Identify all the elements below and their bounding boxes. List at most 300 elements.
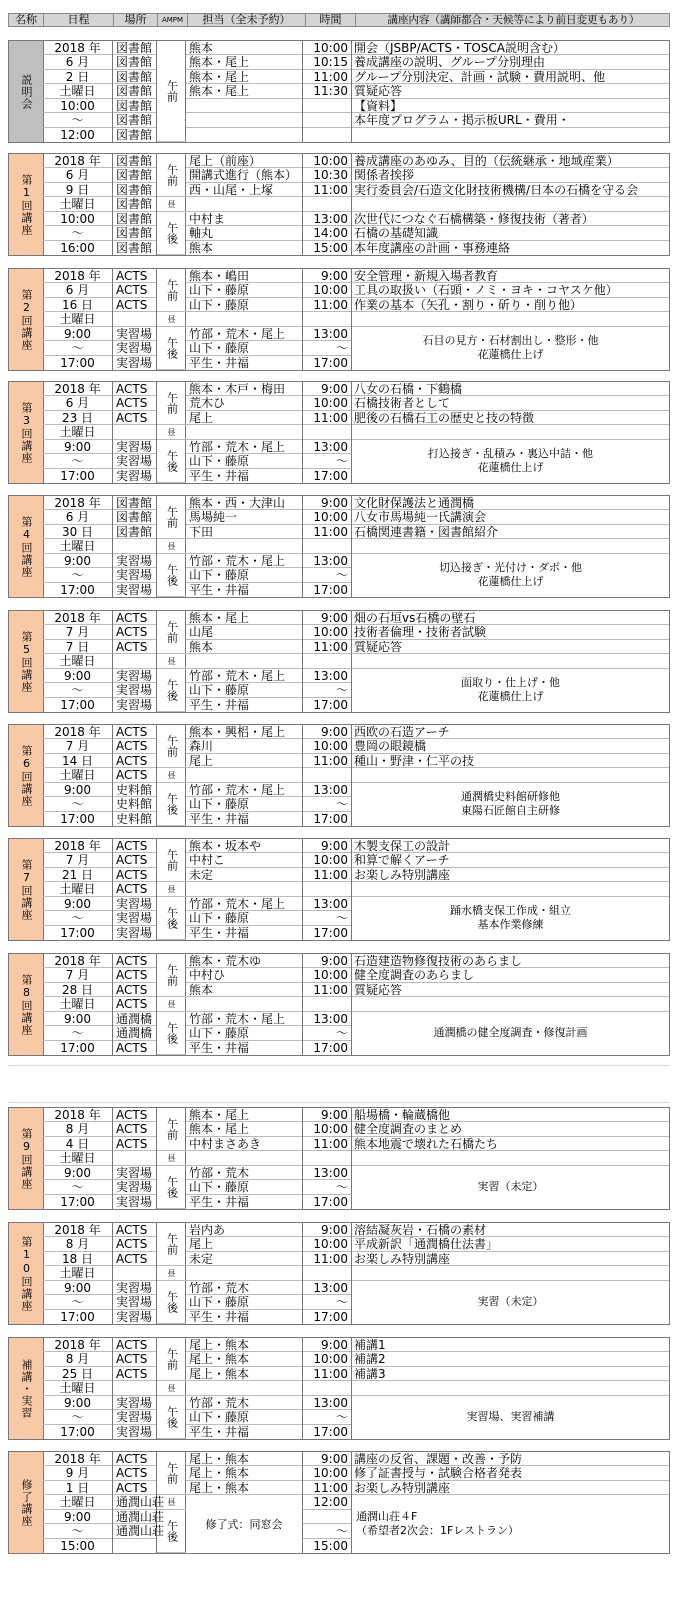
session-name-label: 第9回講座	[20, 1127, 33, 1190]
dates-cell: 9:00	[43, 327, 112, 341]
column-tant	[186, 839, 303, 940]
times-cell: 9:00	[303, 1223, 351, 1237]
tanto-cell: 竹部・荒木・尾上	[186, 327, 302, 341]
session-name-label: 第8回講座	[20, 973, 33, 1036]
times-cell: 10:15	[303, 55, 351, 69]
column-place	[113, 839, 157, 940]
places-cell: 実習場	[113, 341, 156, 355]
contents-cell: 石橋技術者として	[352, 396, 669, 410]
dates-cell: 9 月	[43, 1466, 112, 1480]
dates-cell: 9:00	[43, 1510, 112, 1524]
tanto-cell: 山下・藤原	[186, 1180, 302, 1194]
column-tant	[186, 1108, 303, 1209]
merged-line: 東陽石匠館自主研修	[461, 804, 560, 818]
column-ampm	[157, 1108, 186, 1209]
merged-line: 打込接ぎ・乱積み・裏込中詰・他	[428, 447, 593, 461]
column-time	[303, 1338, 352, 1439]
tanto-cell: 中村ま	[186, 212, 302, 226]
contents-cell: 【資料】	[352, 99, 669, 113]
tanto-cell: 尾上	[186, 411, 302, 425]
dates-cell: 17:00	[60, 355, 95, 370]
times-cell: 11:00	[303, 70, 351, 84]
places-cell: ACTS	[113, 954, 156, 968]
session-name	[9, 954, 44, 1055]
merged-line: 花蓮橋仕上げ	[477, 575, 544, 589]
tanto-cell: 竹部・荒木・尾上	[186, 440, 302, 454]
contents-cell: 石造建造物修復技術のあらまし	[352, 954, 669, 968]
column-time	[303, 1108, 352, 1209]
contents-cell: 種山・野津・仁平の技	[352, 754, 669, 768]
contents-cell: 技術者倫理・技術者試験	[352, 625, 669, 639]
times-cell: 9:00	[303, 954, 351, 968]
places-cell: 図書館	[116, 127, 153, 142]
dates-cell: 17:00	[60, 811, 95, 826]
session-name	[9, 154, 44, 255]
times-cell: 11:00	[303, 1137, 351, 1151]
times-cell	[303, 99, 351, 113]
tanto-cell: 熊本	[186, 983, 302, 997]
tanto-cell: 熊本・嶋田	[186, 269, 302, 283]
dates-cell: 8 月	[43, 1122, 112, 1136]
session-name-label: 第4回講座	[20, 515, 33, 578]
ampm-cell	[157, 839, 186, 882]
places-cell: ACTS	[113, 868, 156, 882]
column-time	[303, 269, 352, 370]
merged-content	[352, 669, 669, 712]
ampm-cell	[157, 154, 186, 197]
dates-cell: 9:00	[43, 1281, 112, 1295]
times-cell: 11:00	[303, 1252, 351, 1266]
times-cell: 11:00	[303, 411, 351, 425]
dates-cell: 土曜日	[43, 654, 112, 668]
places-cell: ACTS	[113, 1108, 156, 1122]
header-date: 日程	[44, 14, 114, 26]
merged-line: 通潤山荘４F	[356, 1510, 418, 1524]
session-name-label: 第10回講座	[20, 1235, 33, 1312]
column-cont	[352, 269, 669, 370]
places-cell: 実習場	[113, 897, 156, 911]
ampm-cell	[157, 1510, 186, 1553]
dates-cell: 6 月	[43, 510, 112, 524]
merged-line: 石目の見方・石材割出し・整形・他	[422, 334, 599, 348]
dates-cell: 7 日	[43, 640, 112, 654]
column-place	[113, 1452, 165, 1553]
tanto-cell: 岩内あ	[186, 1223, 302, 1237]
dates-cell: 14 日	[43, 754, 112, 768]
ampm-cell	[157, 669, 186, 712]
dates-cell: 9:00	[43, 783, 112, 797]
contents-cell: 西欧の石造アーチ	[352, 725, 669, 739]
merged-content	[352, 1012, 669, 1055]
places-cell: 実習場	[113, 1180, 156, 1194]
times-cell	[303, 128, 351, 142]
session-name	[9, 1108, 44, 1209]
dates-cell: 7 月	[43, 968, 112, 982]
times-cell: 13:00	[303, 212, 351, 226]
tanto-cell: 熊本・尾上	[186, 84, 302, 98]
places-cell	[113, 1381, 156, 1395]
column-time	[303, 1452, 352, 1553]
column-date	[43, 1452, 113, 1553]
session-block	[8, 610, 670, 713]
column-ampm	[157, 1452, 186, 1553]
tanto-cell: 中村まさあき	[186, 1137, 302, 1151]
tanto-cell: 熊本	[186, 640, 302, 654]
places-cell: 図書館	[113, 168, 156, 182]
places-cell: 実習場	[113, 568, 156, 582]
ampm-cell	[157, 212, 186, 255]
column-cont	[352, 1108, 669, 1209]
places-cell: ACTS	[113, 298, 156, 312]
places-cell: ACTS	[113, 625, 156, 639]
noon-cell	[157, 882, 186, 896]
ampm-label: 午後	[165, 1519, 179, 1542]
dates-cell: 土曜日	[43, 425, 112, 439]
tanto-cell: 熊本・荒木ゆ	[186, 954, 302, 968]
session-name	[9, 41, 44, 142]
places-cell: 図書館	[113, 41, 156, 55]
contents-cell: お楽しみ特別講座	[352, 868, 669, 882]
tanto-cell	[186, 1151, 302, 1165]
times-cell: 17:00	[313, 1424, 348, 1439]
dates-cell: 9:00	[43, 669, 112, 683]
ampm-cell	[157, 269, 186, 312]
tanto-cell: 未定	[186, 868, 302, 882]
noon-cell	[157, 1381, 186, 1395]
column-tant	[186, 1338, 303, 1439]
places-cell: ACTS	[113, 997, 156, 1011]
contents-cell: 安全管理・新規入場者教育	[352, 269, 669, 283]
ampm-cell	[157, 1338, 186, 1381]
times-cell: 10:00	[303, 968, 351, 982]
ampm-cell	[157, 382, 186, 425]
tanto-cell: 竹部・荒木	[186, 1396, 302, 1410]
times-cell: ～	[303, 1180, 351, 1194]
ampm-label: 昼	[167, 1268, 176, 1277]
tanto-cell: 中村こ	[186, 853, 302, 867]
dates-cell: 2018 年	[43, 1338, 112, 1352]
times-cell: 9:00	[303, 496, 351, 510]
merged-content	[352, 327, 669, 370]
column-cont	[352, 154, 669, 255]
ampm-cell	[157, 897, 186, 940]
dates-cell: 2018 年	[43, 1223, 112, 1237]
column-cont	[352, 839, 669, 940]
ampm-label: 午後	[165, 221, 179, 244]
dates-cell: 6 月	[43, 55, 112, 69]
column-ampm	[157, 41, 186, 142]
places-cell: 実習場	[116, 582, 153, 597]
dates-cell: 17:00	[60, 582, 95, 597]
header-content: 講座内容（講師都合・天候等により前日変更もあり）	[387, 14, 640, 26]
times-cell: 10:00	[303, 41, 351, 55]
tanto-cell: 尾上・熊本	[186, 1466, 302, 1480]
contents-cell: 養成講座の説明、グループ分別理由	[352, 55, 669, 69]
places-cell: 実習場	[113, 327, 156, 341]
times-cell: 13:00	[303, 440, 351, 454]
contents-cell: 健全度調査のまとめ	[352, 1122, 669, 1136]
dates-cell: ～	[43, 1180, 112, 1194]
ampm-label: 午後	[165, 1290, 179, 1313]
tanto-cell: 山下・藤原	[186, 1026, 302, 1040]
column-date	[43, 611, 113, 712]
session-name	[9, 269, 44, 370]
dates-cell: 16:00	[60, 240, 95, 255]
places-cell: 図書館	[113, 197, 156, 211]
places-cell	[113, 654, 156, 668]
times-cell: 9:00	[303, 725, 351, 739]
places-cell: 実習場	[113, 683, 156, 697]
tanto-cell: 山尾	[186, 625, 302, 639]
column-place	[113, 382, 157, 483]
merged-content	[352, 440, 669, 483]
session-name	[9, 725, 44, 826]
places-cell: 実習場	[113, 1281, 156, 1295]
contents-cell: 和算で解くアーチ	[352, 853, 669, 867]
places-cell: 図書館	[113, 212, 156, 226]
session-block	[8, 153, 670, 256]
tanto-cell: 尾上	[186, 1237, 302, 1251]
contents-cell	[352, 128, 669, 142]
contents-cell	[352, 312, 669, 326]
times-cell: 11:00	[303, 868, 351, 882]
tanto-cell: 西・山尾・上塚	[186, 183, 302, 197]
dates-cell: 土曜日	[43, 997, 112, 1011]
times-cell	[303, 1510, 351, 1524]
tanto-cell: 尾上・熊本	[186, 1338, 302, 1352]
times-cell: 10:00	[303, 154, 351, 168]
places-cell: 実習場	[116, 1309, 153, 1324]
times-cell: 10:00	[303, 396, 351, 410]
contents-cell: 石橋の基礎知識	[352, 226, 669, 240]
places-cell: ACTS	[113, 1352, 156, 1366]
places-cell: ACTS	[113, 1122, 156, 1136]
column-ampm	[157, 1223, 186, 1324]
dates-cell: 2018 年	[43, 269, 112, 283]
dates-cell: 2018 年	[43, 1108, 112, 1122]
column-cont	[352, 1338, 669, 1439]
times-cell: 11:00	[303, 525, 351, 539]
places-cell: ACTS	[113, 725, 156, 739]
places-cell: 実習場	[116, 1424, 153, 1439]
places-cell: ACTS	[113, 1338, 156, 1352]
tanto-cell	[186, 882, 302, 896]
places-cell: 通潤山荘	[113, 1495, 156, 1509]
tanto-cell: 熊本	[186, 41, 302, 55]
tanto-cell: 山下・藤原	[186, 341, 302, 355]
column-tant	[186, 496, 303, 597]
dates-cell: 土曜日	[43, 768, 112, 782]
times-cell: 9:00	[303, 269, 351, 283]
ampm-label: 午後	[165, 792, 179, 815]
places-cell: ACTS	[113, 754, 156, 768]
table-header	[8, 13, 670, 27]
dates-cell: ～	[43, 1410, 112, 1424]
noon-cell	[157, 312, 186, 326]
ampm-label: 昼	[167, 1383, 176, 1392]
places-cell: ACTS	[113, 1452, 156, 1466]
merged-line: 花蓮橋仕上げ	[477, 348, 544, 362]
dates-cell: 2018 年	[43, 839, 112, 853]
times-cell: 13:00	[303, 783, 351, 797]
ampm-label: 昼	[167, 770, 176, 779]
dates-cell: 18 日	[43, 1252, 112, 1266]
dates-cell: ～	[43, 1524, 112, 1538]
column-ampm	[157, 839, 186, 940]
ampm-cell	[157, 1396, 186, 1439]
contents-cell: 豊岡の眼鏡橋	[352, 739, 669, 753]
dates-cell: 6 月	[43, 283, 112, 297]
times-cell	[303, 539, 351, 553]
ampm-label: 午後	[165, 678, 179, 701]
session-name	[9, 382, 44, 483]
contents-cell: 船場橋・輪蔵橋他	[352, 1108, 669, 1122]
session-name	[9, 839, 44, 940]
dates-cell: ～	[43, 911, 112, 925]
places-cell: 図書館	[113, 84, 156, 98]
times-cell: 17:00	[313, 355, 348, 370]
ampm-label: 午前	[165, 80, 179, 102]
times-cell: ～	[303, 911, 351, 925]
places-cell: 図書館	[113, 99, 156, 113]
ampm-label: 午前	[165, 279, 179, 302]
places-cell	[113, 1539, 156, 1553]
dates-cell: 7 月	[43, 625, 112, 639]
column-time	[303, 382, 352, 483]
column-place	[113, 1338, 157, 1439]
dates-cell: 6 月	[43, 168, 112, 182]
column-time	[303, 154, 352, 255]
tanto-cell: 竹部・荒木・尾上	[186, 897, 302, 911]
dates-cell: 10:00	[43, 99, 112, 113]
places-cell: 図書館	[113, 496, 156, 510]
contents-cell: 熊本地震で壊れた石橋たち	[352, 1137, 669, 1151]
column-tant	[186, 611, 303, 712]
merged-line: 実習（未定）	[477, 1295, 544, 1309]
ampm-label: 午前	[165, 1118, 179, 1141]
column-place	[113, 496, 157, 597]
column-place	[113, 154, 157, 255]
tanto-cell: 平生・井福	[189, 811, 250, 826]
ampm-label: 昼	[167, 999, 176, 1008]
column-place	[113, 954, 157, 1055]
places-cell: 実習場	[116, 355, 153, 370]
column-date	[43, 839, 113, 940]
column-time	[303, 496, 352, 597]
contents-cell: 肥後の石橋石工の歴史と技の特徴	[352, 411, 669, 425]
session-name	[9, 1338, 44, 1439]
merged-line: 切込接ぎ・光付け・ダボ・他	[439, 561, 582, 575]
times-cell: 17:00	[313, 925, 348, 940]
column-tant	[186, 269, 303, 370]
tanto-cell	[186, 197, 302, 211]
places-cell: ACTS	[113, 839, 156, 853]
contents-cell: 実行委員会/石造文化財技術機構/日本の石橋を守る会	[352, 183, 669, 197]
tanto-cell: 山下・藤原	[186, 568, 302, 582]
contents-cell	[352, 1266, 669, 1280]
places-cell: ACTS	[113, 882, 156, 896]
places-cell: ACTS	[113, 411, 156, 425]
places-cell: ACTS	[113, 853, 156, 867]
tanto-cell: 竹部・荒木	[186, 1281, 302, 1295]
tanto-cell: 熊本・尾上	[186, 1122, 302, 1136]
tanto-cell: 平生・井福	[189, 1424, 250, 1439]
ampm-label: 昼	[167, 884, 176, 893]
places-cell: ACTS	[113, 1252, 156, 1266]
column-place	[113, 611, 157, 712]
page-break-band	[8, 1065, 670, 1103]
times-cell: ～	[303, 454, 351, 468]
places-cell: ACTS	[113, 1223, 156, 1237]
merged-content	[352, 1281, 669, 1324]
places-cell: 図書館	[113, 154, 156, 168]
tanto-cell: 熊本・尾上	[186, 611, 302, 625]
merged-content	[352, 897, 669, 940]
ampm-label: 午前	[165, 964, 179, 987]
session-name-label: 第3回講座	[20, 401, 33, 464]
tanto-cell	[186, 539, 302, 553]
times-cell: 13:00	[303, 1281, 351, 1295]
places-cell: ACTS	[113, 968, 156, 982]
session-name-label: 修了講座	[20, 1478, 33, 1527]
places-cell: 実習場	[113, 1396, 156, 1410]
places-cell: 史料館	[113, 797, 156, 811]
contents-cell: 次世代につなぐ石橋構築・修復技術（著者）	[352, 212, 669, 226]
ampm-cell	[157, 611, 186, 654]
times-cell: 17:00	[313, 468, 348, 483]
times-cell	[303, 312, 351, 326]
places-cell	[113, 312, 156, 326]
places-cell: 実習場	[116, 468, 153, 483]
merged-line: 面取り・仕上げ・他	[461, 676, 560, 690]
column-time	[303, 1223, 352, 1324]
tanto-cell: 熊本・尾上	[186, 1108, 302, 1122]
column-tant	[186, 1223, 303, 1324]
dates-cell: 土曜日	[43, 1381, 112, 1395]
places-cell: 史料館	[113, 783, 156, 797]
times-cell: 12:00	[303, 1495, 351, 1509]
contents-cell: 補講3	[352, 1367, 669, 1381]
tanto-cell: 未定	[186, 1252, 302, 1266]
column-place	[113, 269, 157, 370]
contents-cell: 補講1	[352, 1338, 669, 1352]
places-cell: 実習場	[113, 554, 156, 568]
tanto-cell: 山下・藤原	[186, 911, 302, 925]
session-block	[8, 953, 670, 1056]
dates-cell: 10:00	[43, 212, 112, 226]
places-cell: ACTS	[113, 1481, 156, 1495]
session-block	[8, 1107, 670, 1210]
places-cell: 図書館	[113, 55, 156, 69]
tanto-cell: 山下・藤原	[186, 1410, 302, 1424]
noon-cell	[157, 539, 186, 553]
noon-cell	[157, 425, 186, 439]
ampm-label: 昼	[167, 314, 176, 323]
times-cell	[303, 197, 351, 211]
places-cell: ACTS	[113, 1466, 156, 1480]
header-place: 場所	[114, 14, 158, 26]
times-cell: 10:00	[303, 1352, 351, 1366]
times-cell: 13:00	[303, 669, 351, 683]
tanto-cell: 熊本・尾上	[186, 70, 302, 84]
times-cell: 10:00	[303, 1237, 351, 1251]
column-date	[43, 954, 113, 1055]
times-cell: 10:30	[303, 168, 351, 182]
places-cell: 通潤山荘	[113, 1510, 156, 1524]
column-ampm	[157, 1338, 186, 1439]
times-cell: 11:00	[303, 298, 351, 312]
ampm-cell	[157, 1012, 186, 1055]
